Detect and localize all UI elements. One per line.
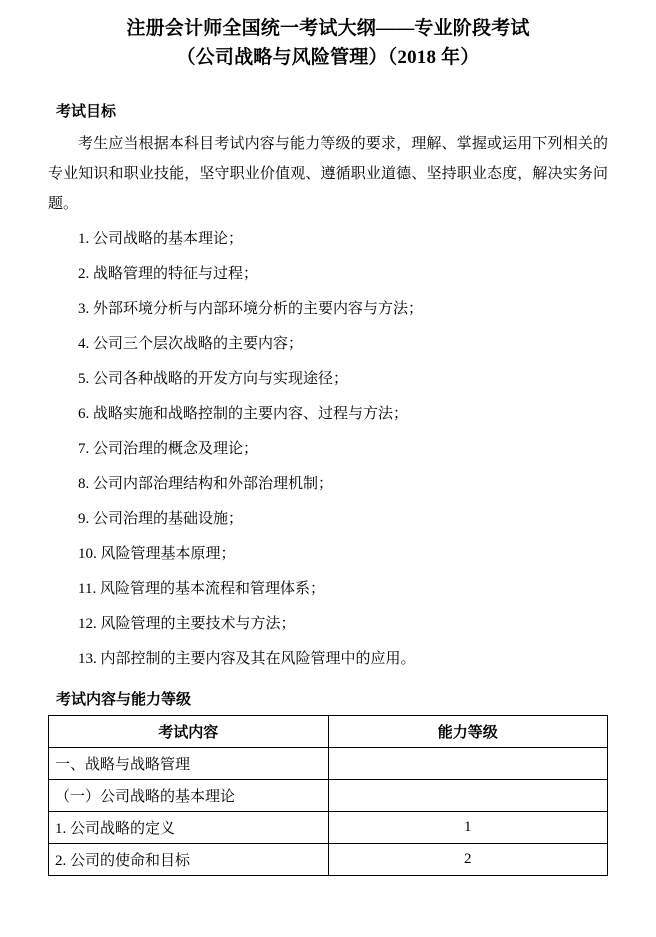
table-row xyxy=(49,844,608,876)
page-title-line-1: 注册会计师全国统一考试大纲——专业阶段考试 xyxy=(126,18,530,39)
table-header-row xyxy=(49,716,608,748)
outline-content-cell: （一）公司战略的基本理论 xyxy=(49,780,329,812)
list-item: 11. 风险管理的基本流程和管理体系； xyxy=(78,581,325,597)
outline-level-cell: 2 xyxy=(328,844,608,876)
list-item: 4. 公司三个层次战略的主要内容； xyxy=(78,336,304,352)
exam-objectives-heading: 考试目标 xyxy=(56,104,117,120)
page-title xyxy=(48,14,608,72)
exam-objectives-paragraph: 考生应当根据本科目考试内容与能力等级的要求，理解、掌握或运用下列相关的专业知识和职业技能，坚守职业价值观、遵循职业道德、坚持职业态度，解决实务问题。 xyxy=(48,136,608,212)
outline-level-cell xyxy=(328,780,608,812)
list-item: 12. 风险管理的主要技术与方法； xyxy=(78,616,296,632)
list-item: 6. 战略实施和战略控制的主要内容、过程与方法； xyxy=(78,406,409,422)
list-item: 9. 公司治理的基础设施； xyxy=(78,511,244,527)
exam-content-heading: 考试内容与能力等级 xyxy=(56,692,192,708)
outline-content-cell: 一、战略与战略管理 xyxy=(49,748,329,780)
outline-level-cell: 1 xyxy=(328,812,608,844)
list-item: 8. 公司内部治理结构和外部治理机制； xyxy=(78,476,334,492)
outline-content-cell: 1. 公司战略的定义 xyxy=(49,812,329,844)
list-item: 13. 内部控制的主要内容及其在风险管理中的应用。 xyxy=(78,651,416,667)
table-row xyxy=(49,780,608,812)
list-item: 5. 公司各种战略的开发方向与实现途径； xyxy=(78,371,349,387)
list-item: 2. 战略管理的特征与过程； xyxy=(78,266,259,282)
list-item: 1. 公司战略的基本理论； xyxy=(78,231,244,247)
list-item: 10. 风险管理基本原理； xyxy=(78,546,236,562)
table-row xyxy=(49,812,608,844)
outline-level-cell xyxy=(328,748,608,780)
list-item: 3. 外部环境分析与内部环境分析的主要内容与方法； xyxy=(78,301,424,317)
exam-outline-table xyxy=(48,715,608,876)
column-header-level: 能力等级 xyxy=(328,716,608,748)
table-row xyxy=(49,748,608,780)
page-title-line-2: （公司战略与风险管理）（2018 年） xyxy=(176,47,480,68)
list-item: 7. 公司治理的概念及理论； xyxy=(78,441,259,457)
column-header-content: 考试内容 xyxy=(49,716,329,748)
exam-objectives-list xyxy=(48,224,608,674)
outline-content-cell: 2. 公司的使命和目标 xyxy=(49,844,329,876)
